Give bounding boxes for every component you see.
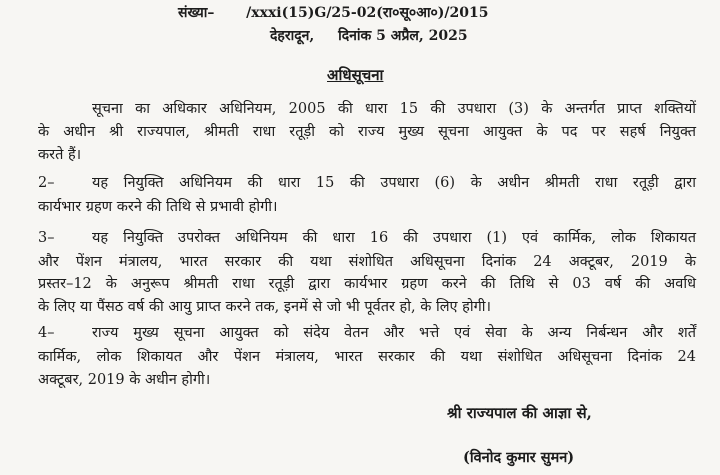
reference-number: /xxxi(15)G/25-02(रा०सू०आ०)/2015 — [246, 5, 489, 21]
document-title: अधिसूचना — [327, 66, 384, 84]
place: देहरादून, — [270, 28, 315, 44]
place-date-line — [270, 27, 468, 45]
reference-line — [178, 4, 489, 22]
para4-line1: राज्य मुख्य सूचना आयुक्त को संदेय वेतन और भत्ते एवं सेवा के अन्य निर्बन्धन और शर्तें — [92, 325, 696, 341]
para1-line3: करते हैं। — [38, 147, 82, 163]
para4-number: 4– — [38, 325, 55, 341]
date-label: दिनांक — [338, 28, 372, 44]
signatory-name: (विनोद कुमार सुमन) — [463, 449, 575, 466]
para1-line2: के अधीन श्री राज्यपाल, श्रीमती राधा रतूड़ी को राज्य मुख्य सूचना आयुक्त के पद पर सहर्ष नियुक्त — [38, 124, 696, 140]
date-value: 5 अप्रैल, 2025 — [376, 28, 468, 44]
para3-line3: प्रस्तर–12 के अनुरूप श्रीमती राधा रतूड़ी द्वारा कार्यभार ग्रहण करने की तिथि से 03 वर्ष की अवधि — [38, 276, 696, 292]
para4-line2: कार्मिक, लोक शिकायत और पेंशन मंत्रालय, भारत सरकार की यथा संशोधित अधिसूचना दिनांक 24 — [38, 349, 696, 365]
para3-line4: के लिए या पैंसठ वर्ष की आयु प्राप्त करने तक, इनमें से जो भी पूर्वतर हो, के लिए होगी। — [38, 299, 492, 315]
para3-line2: और पेंशन मंत्रालय, भारत सरकार की यथा संशोधित अधिसूचना दिनांक 24 अक्टूबर, 2019 के — [38, 254, 696, 270]
para2-number: 2– — [38, 175, 55, 191]
para3-line1: यह नियुक्ति उपरोक्त अधिनियम की धारा 16 की उपधारा (1) एवं कार्मिक, लोक शिकायत — [92, 230, 696, 246]
para2-line2: कार्यभार ग्रहण करने की तिथि से प्रभावी होगी। — [38, 199, 278, 215]
para3-number: 3– — [38, 230, 55, 246]
para2-line1: यह नियुक्ति अधिनियम की धारा 15 की उपधारा (6) के अधीन श्रीमती राधा रतूड़ी द्वारा — [92, 175, 696, 191]
para4-line3: अक्टूबर, 2019 के अधीन होगी। — [38, 372, 211, 388]
reference-prefix: संख्या– — [178, 5, 215, 21]
order-line: श्री राज्यपाल की आज्ञा से, — [447, 404, 592, 422]
para1-line1: सूचना का अधिकार अधिनियम, 2005 की धारा 15 की उपधारा (3) के अन्तर्गत प्राप्त शक्तियों — [92, 101, 696, 117]
